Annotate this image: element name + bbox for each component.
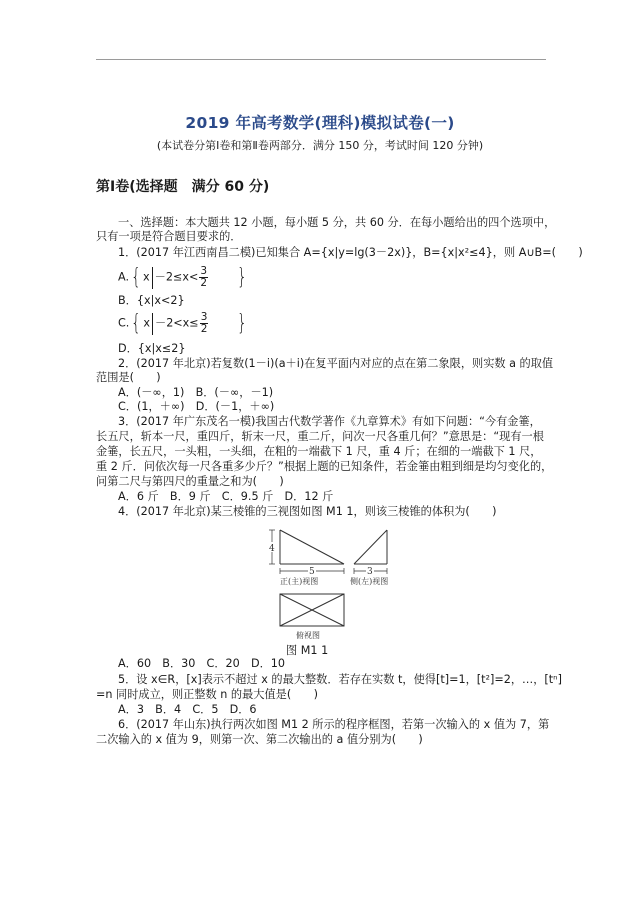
three-view-figure	[262, 518, 442, 646]
q6-stem-1: 6．(2017 年山东)执行两次如图 M1 2 所示的程序框图，若第一次输入的 x 值为 7，第	[118, 718, 550, 731]
dim-side-width: 3	[367, 567, 373, 577]
top-view-label: 俯视图	[296, 631, 320, 640]
set-bar	[152, 313, 153, 335]
q2-stem-1: 2．(2017 年北京)若复数(1－i)(a＋i)在复平面内对应的点在第二象限，则实数 a 的取值	[118, 357, 554, 370]
set-bar	[152, 267, 153, 289]
q1-option-b: B．{x|x<2}	[118, 294, 185, 307]
q2-options-1: A．(－∞，1) B．(－∞，－1)	[118, 386, 274, 399]
side-view-label: 侧(左)视图	[350, 577, 389, 586]
left-brace: {	[131, 310, 142, 336]
fraction: $\frac{3}{2}$	[200, 265, 208, 289]
front-view	[269, 530, 344, 574]
exam-subtitle: (本试卷分第Ⅰ卷和第Ⅱ卷两部分．满分 150 分，考试时间 120 分钟)	[156, 139, 484, 152]
q4-stem: 4．(2017 年北京)某三棱锥的三视图如图 M1 1，则该三棱锥的体积为( )	[118, 505, 497, 518]
section-heading: 第Ⅰ卷(选择题 满分 60 分)	[96, 179, 270, 195]
left-brace: {	[131, 264, 141, 290]
q1-c-var: x	[143, 316, 150, 330]
q5-options: A．3 B．4 C．5 D．6	[118, 703, 257, 716]
dim-height: 4	[269, 544, 275, 554]
q4-options: A．60 B．30 C．20 D．10	[118, 657, 286, 670]
q1-option-c	[118, 312, 249, 335]
q1-a-cond: －2≤x<	[154, 270, 199, 284]
q3-line-2: 长五尺，斩本一尺，重四斤，斩末一尺，重二斤，问次一尺各重几何？”意思是：“现有一根	[96, 430, 544, 443]
q5-stem-2: =n 同时成立，则正整数 n 的最大值是( )	[96, 688, 318, 701]
q1-option-d: D．{x|x≤2}	[118, 342, 186, 355]
q1-c-cond: －2<x≤	[155, 316, 199, 330]
fraction: $\frac{3}{2}$	[200, 311, 208, 335]
q2-stem-2: 范围是( )	[96, 371, 161, 384]
q3-line-4: 重 2 斤．问依次每一尺各重多少斤？”根据上题的已知条件，若金箠由粗到细是均匀变化的，	[96, 460, 553, 473]
front-view-label: 正(主)视图	[280, 577, 319, 586]
q3-options: A．6 斤 B．9 斤 C．9.5 斤 D．12 斤	[118, 490, 334, 503]
q1-c-label: C.	[118, 316, 130, 330]
q3-line-3: 金箠，长五尺，一头粗，一头细，在粗的一端截下 1 尺，重 4 斤；在细的一端截下 1 尺，	[96, 445, 542, 458]
header-rule	[96, 59, 546, 60]
q3-line-1: 3．(2017 年广东茂名一模)我国古代数学著作《九章算术》有如下问题：“今有金箠，	[118, 415, 541, 428]
intro-line-2: 只有一项是符合题目要求的．	[96, 230, 242, 243]
figure-caption: 图 M1 1	[286, 644, 329, 657]
q1-a-var: x	[143, 270, 150, 284]
q2-options-2: C．(1，＋∞) D．(－1，＋∞)	[118, 400, 275, 413]
dim-front-width: 5	[309, 567, 315, 577]
right-brace: }	[237, 310, 248, 336]
right-brace: }	[237, 264, 247, 290]
q6-stem-2: 二次输入的 x 值为 9，则第一次、第二次输出的 a 值分别为( )	[96, 733, 423, 746]
q1-option-a	[118, 266, 249, 289]
top-view	[280, 594, 344, 626]
q1-a-label: A.	[118, 270, 130, 284]
q5-stem-1: 5．设 x∈R，[x]表示不超过 x 的最大整数．若存在实数 t，使得[t]=1，[t²]=2，…，[tⁿ]	[118, 673, 562, 686]
intro-line-1: 一、选择题：本大题共 12 小题，每小题 5 分，共 60 分．在每小题给出的四个选项中，	[118, 216, 556, 229]
exam-title: 2019 年高考数学(理科)模拟试卷(一)	[185, 114, 455, 132]
q3-line-5: 问第二尺与第四尺的重量之和为( )	[96, 475, 284, 488]
q1-stem: 1．(2017 年江西南昌二模)已知集合 A={x|y=lg(3－2x)}，B={x|x²≤4}，则 A∪B=( )	[118, 246, 583, 259]
